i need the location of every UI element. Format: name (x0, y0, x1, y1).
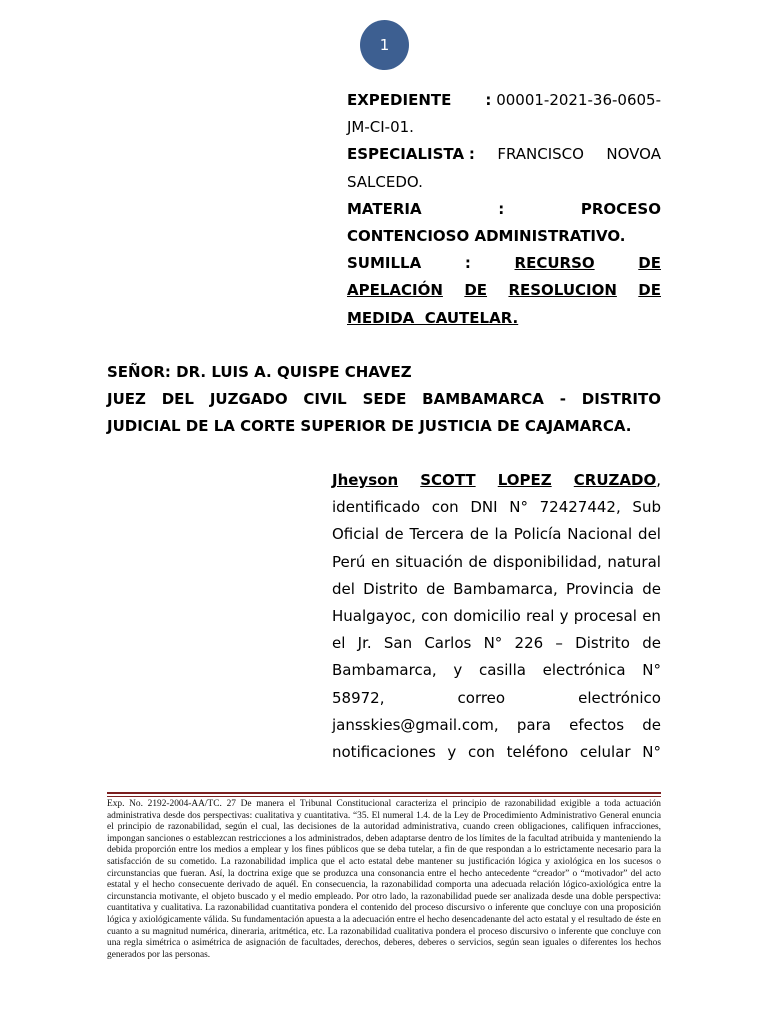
petitioner-name-word: LOPEZ (497, 471, 552, 489)
sumilla-label: SUMILLA (347, 254, 422, 273)
paragraph-word: Bambamarca, (453, 579, 558, 598)
especialista-label: ESPECIALISTA (347, 145, 465, 164)
paragraph-word: Perú (332, 552, 366, 571)
paragraph-word: de (642, 715, 661, 734)
paragraph-word: procesal (573, 607, 637, 626)
footnote-divider-thick (107, 792, 661, 794)
paragraph-word: Jr. (357, 634, 372, 653)
especialista-value-cont: SALCEDO. (347, 172, 423, 191)
page-number-badge: 1 (360, 20, 409, 70)
petitioner-name-last (574, 467, 661, 494)
paragraph-word: efectos (569, 715, 625, 734)
materia-colon: : (498, 199, 505, 218)
paragraph-word: de (642, 634, 661, 653)
paragraph-word: celular (579, 743, 631, 762)
addressee-line-judicial: JUDICIAL DE LA CORTE SUPERIOR DE JUSTICIA DE CAJAMARCA. (107, 417, 632, 436)
paragraph-line (332, 685, 661, 712)
addressee-word: JUZGADO (209, 390, 288, 409)
paragraph-word: Hualgayoc, (332, 607, 416, 626)
paragraph-word: y (559, 607, 569, 626)
paragraph-word: de (426, 579, 445, 598)
expediente-value-wrap (485, 87, 661, 114)
petitioner-details (332, 494, 661, 766)
paragraph-line (332, 739, 661, 766)
paragraph-word: DNI (470, 498, 498, 517)
petitioner-paragraph (332, 467, 661, 766)
paragraph-word: y (447, 743, 457, 762)
especialista-value-first: FRANCISCO (497, 145, 584, 164)
expediente-value-cont: JM-CI-01. (347, 118, 414, 137)
paragraph-line (332, 657, 661, 684)
paragraph-word: en (642, 607, 661, 626)
paragraph-line (332, 603, 661, 630)
paragraph-word: de (384, 525, 404, 544)
paragraph-word: jansskies@gmail.com, (332, 715, 499, 734)
paragraph-word: N° (483, 634, 503, 653)
sumilla-line2 (347, 277, 661, 304)
paragraph-word: el (332, 634, 346, 653)
paragraph-word: disponibilidad, (492, 552, 602, 571)
sumilla-word-de3: DE (638, 281, 661, 300)
addressee-word: DEL (161, 390, 194, 409)
expediente-colon: : (485, 91, 492, 109)
paragraph-word: real (525, 607, 555, 626)
addressee-line-senor: SEÑOR: DR. LUIS A. QUISPE CHAVEZ (107, 363, 412, 381)
materia-value: PROCESO (580, 199, 661, 218)
addressee-word: - (559, 390, 566, 409)
paragraph-word: Tercera (409, 525, 465, 544)
addressee-word: CIVIL (303, 390, 347, 409)
especialista-key-wrap (347, 141, 475, 168)
paragraph-word: de (642, 579, 661, 598)
paragraph-line (332, 576, 661, 603)
sumilla-word-de2: DE (464, 281, 488, 300)
paragraph-word: en (370, 552, 390, 571)
paragraph-word: Nacional (567, 525, 633, 544)
paragraph-word: N° (642, 661, 661, 680)
paragraph-word: de (469, 525, 489, 544)
footnote-divider-thin (107, 796, 661, 797)
paragraph-word: con (431, 498, 459, 517)
paragraph-word: notificaciones (332, 743, 436, 762)
paragraph-word: N° (509, 498, 528, 517)
addressee-word: BAMBAMARCA (422, 390, 544, 409)
paragraph-word: natural (607, 552, 661, 571)
materia-row (347, 196, 661, 223)
sumilla-word-de: DE (638, 254, 661, 273)
paragraph-word: casilla (478, 661, 526, 680)
sumilla-word-recurso: RECURSO (514, 254, 595, 273)
materia-value-cont: CONTENCIOSO ADMINISTRATIVO. (347, 227, 626, 246)
case-header (347, 87, 661, 332)
paragraph-word: Oficial (332, 525, 380, 544)
paragraph-line (332, 630, 661, 657)
paragraph-line (332, 494, 661, 521)
paragraph-line (332, 549, 661, 576)
paragraph-word: con (421, 607, 449, 626)
materia-label: MATERIA (347, 199, 422, 218)
sumilla-word-resolucion: RESOLUCION (508, 281, 617, 300)
paragraph-word: Distrito (575, 634, 630, 653)
expediente-row (347, 87, 661, 114)
paragraph-word: para (516, 715, 551, 734)
paragraph-line (332, 712, 661, 739)
sumilla-row (347, 250, 661, 277)
petitioner-name-line (332, 467, 661, 494)
sumilla-colon: : (464, 254, 471, 273)
paragraph-word: teléfono (506, 743, 569, 762)
especialista-value-second: NOVOA (606, 145, 661, 164)
paragraph-word: Distrito (363, 579, 418, 598)
paragraph-word: Provincia (566, 579, 634, 598)
paragraph-word: la (494, 525, 508, 544)
expediente-value: 00001-2021-36-0605- (496, 91, 661, 109)
especialista-row (347, 141, 661, 168)
paragraph-word: identificado (332, 498, 421, 517)
paragraph-word: Policía (513, 525, 562, 544)
addressee-line-juez (107, 386, 661, 413)
sumilla-word-apelacion: APELACIÓN (347, 281, 443, 300)
paragraph-word: Sub (632, 498, 661, 517)
paragraph-word: – (555, 634, 563, 653)
addressee-word: DISTRITO (581, 390, 661, 409)
paragraph-word: del (332, 579, 355, 598)
paragraph-word: 58972, (332, 688, 385, 707)
paragraph-word: con (467, 743, 495, 762)
paragraph-word: de (468, 552, 488, 571)
paragraph-word: 72427442, (539, 498, 621, 517)
addressee-block (107, 359, 661, 441)
paragraph-word: Carlos (424, 634, 472, 653)
addressee-word: JUEZ (107, 390, 146, 409)
petitioner-name-word: Jheyson (332, 471, 399, 489)
paragraph-word: situación (395, 552, 463, 571)
sumilla-line3: MEDIDA CAUTELAR. (347, 308, 519, 327)
paragraph-word: del (638, 525, 661, 544)
petitioner-name-word: CRUZADO (573, 471, 657, 489)
paragraph-word: y (453, 661, 463, 680)
especialista-colon: : (468, 145, 475, 164)
petitioner-name-comma: , (656, 471, 661, 489)
paragraph-word: domicilio (453, 607, 521, 626)
paragraph-word: electrónica (542, 661, 626, 680)
paragraph-word: N° (642, 743, 661, 762)
paragraph-word: correo (457, 688, 506, 707)
paragraph-word: San (383, 634, 413, 653)
expediente-label: EXPEDIENTE (347, 91, 452, 109)
paragraph-line (332, 521, 661, 548)
addressee-word: SEDE (362, 390, 407, 409)
paragraph-word: Bambamarca, (332, 661, 437, 680)
paragraph-word: electrónico (578, 688, 661, 707)
petitioner-name-word: SCOTT (420, 471, 476, 489)
paragraph-word: 226 (514, 634, 544, 653)
footnote-text: Exp. No. 2192-2004-AA/TC. 27 De manera el Tribunal Constitucional caracteriza el principio de razonabilidad exigible a toda actuación administrativa desde dos perspectivas: cualitativa y cuantitativa. “35. El numeral 1.4. de la Ley de Procedimiento Administrativo General enuncia el principio de razonabilidad, según el cual, las decisiones de la autoridad administrativa, cuando creen obligaciones, califiquen infracciones, impongan sanciones o establezcan restricciones a los administrados, deben adaptarse dentro de los límites de la facultad atribuida y manteniendo la debida proporción entre los medios a emplear y los fines públicos que se deba tutelar, a fin de que respondan a lo estrictamente necesario para la satisfacción de su cometido. La razonabilidad implica que el acto estatal debe mantener su justificación lógica y axiológica en los sucesos o circunstancias que fueran. Así, la doctrina exige que se produzca una consonancia entre el hecho antecedente “creador” o “motivador” del acto estatal y el hecho consecuente derivado de aquél. En consecuencia, la razonabilidad comporta una adecuada relación lógico-axiológica entre la circunstancia motivante, el objeto buscado y el medio empleado. Por otro lado, la razonabilidad puede ser analizada desde una doble perspectiva: cuantitativa y cualitativa. La razonabilidad cuantitativa pondera el contenido del proceso discursivo o inferente que concluye con una proposición lógica y axiológicamente válida. Su fundamentación apuesta a la adecuación entre el hecho desencadenante del acto estatal y el resultado de éste en cuanto a su magnitud numérica, dineraria, aritmética, etc. La razonabilidad cualitativa pondera el proceso discursivo o inferente que concluye con una regla simétrica o asimétrica de asignación de facultades, derechos, deberes, deberes o servicios, según sean iguales o diferentes los hechos generados por las personas. (107, 799, 661, 960)
